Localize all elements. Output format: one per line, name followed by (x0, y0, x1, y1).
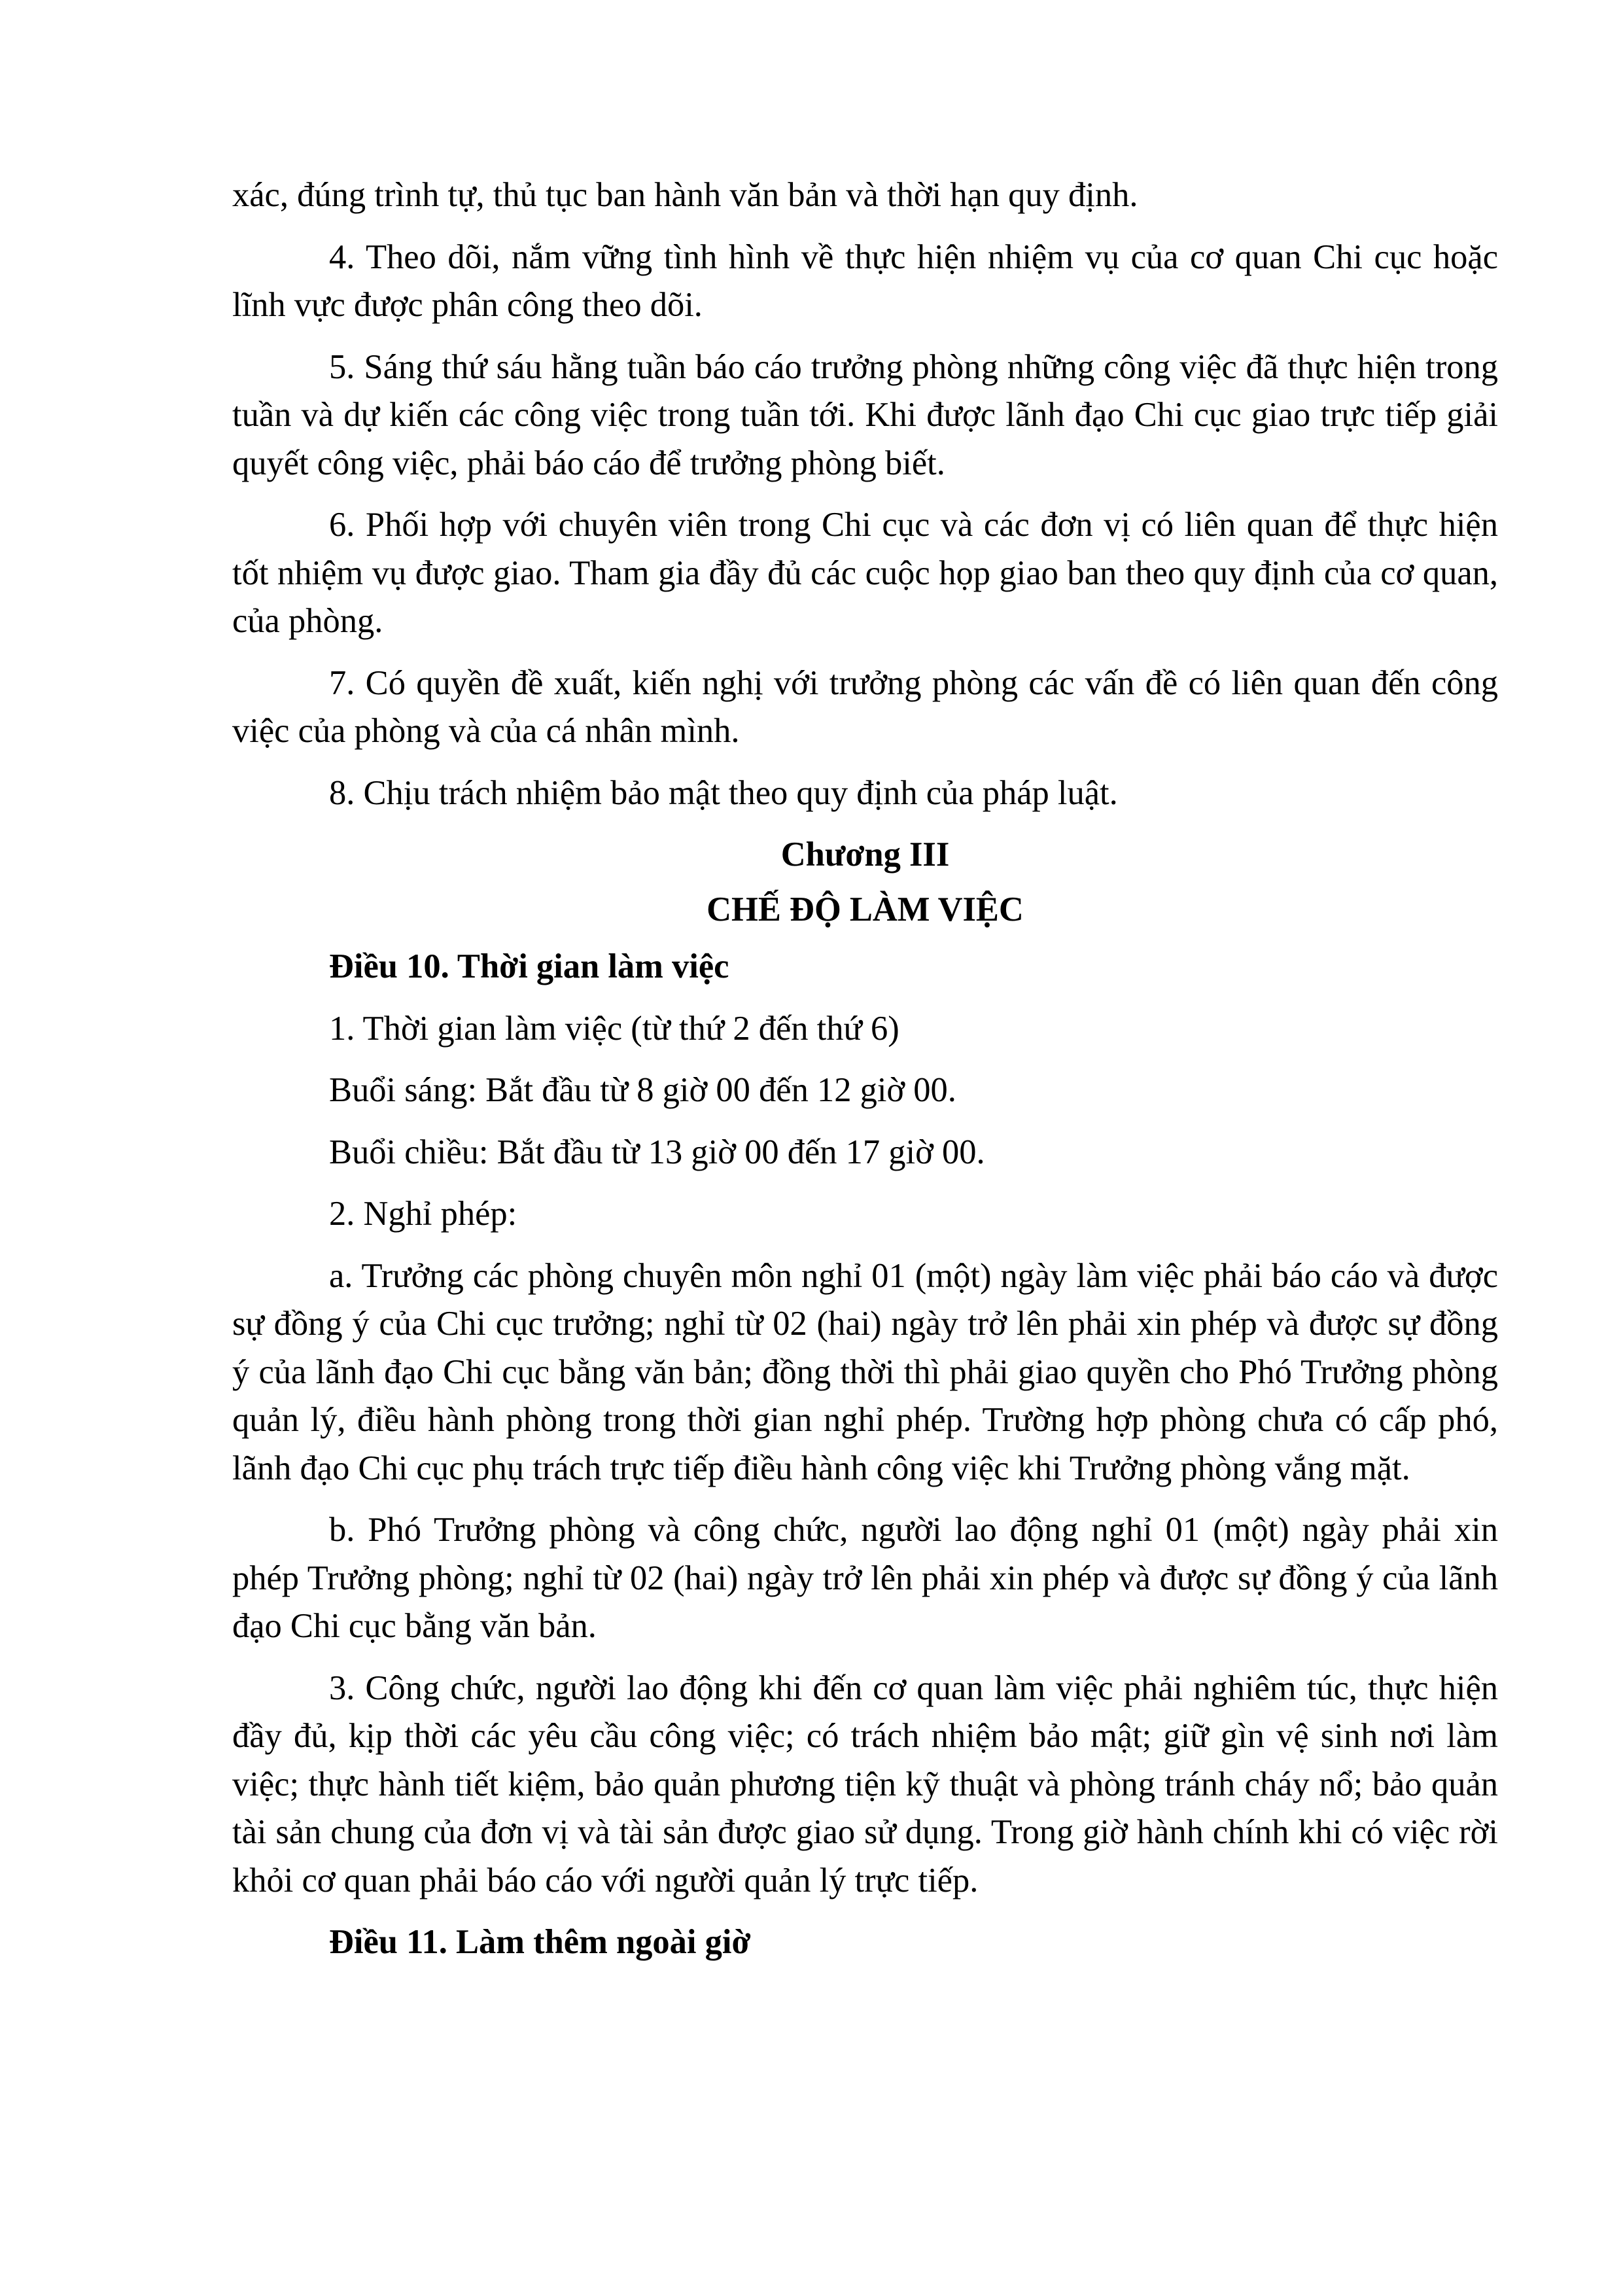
article-10-item-2b: b. Phó Trưởng phòng và công chức, người lao động nghỉ 01 (một) ngày phải xin phép Trưởng phòng; nghỉ từ 02 (hai) ngày trở lên phải xin phép và được sự đồng ý của lãnh đạo Chi cục bằng văn bản. (232, 1511, 1498, 1645)
article-10-item-2a: a. Trưởng các phòng chuyên môn nghỉ 01 (một) ngày làm việc phải báo cáo và được sự đồng ý của Chi cục trưởng; nghỉ từ 02 (hai) ngày trở lên phải xin phép và được sự đồng ý của lãnh đạo Chi cục bằng văn bản; đồng thời thì phải giao quyền cho Phó Trưởng phòng quản lý, điều hành phòng trong thời gian nghỉ phép. Trường hợp phòng chưa có cấp phó, lãnh đạo Chi cục phụ trách trực tiếp điều hành công việc khi Trưởng phòng vắng mặt. (232, 1256, 1498, 1487)
continuation-paragraph: xác, đúng trình tự, thủ tục ban hành văn bản và thời hạn quy định. (232, 176, 1138, 214)
duty-item-6: 6. Phối hợp với chuyên viên trong Chi cục và các đơn vị có liên quan để thực hiện tốt nhiệm vụ được giao. Tham gia đầy đủ các cuộc họp giao ban theo quy định của cơ quan, của phòng. (232, 506, 1498, 640)
duty-item-7: 7. Có quyền đề xuất, kiến nghị với trưởng phòng các vấn đề có liên quan đến công việc của phòng và của cá nhân mình. (232, 663, 1498, 750)
article-10-morning-hours: Buổi sáng: Bắt đầu từ 8 giờ 00 đến 12 giờ 00. (329, 1071, 956, 1109)
article-10-item-1: 1. Thời gian làm việc (từ thứ 2 đến thứ 6) (329, 1009, 899, 1048)
article-10-item-3: 3. Công chức, người lao động khi đến cơ quan làm việc phải nghiêm túc, thực hiện đầy đủ, kịp thời các yêu cầu công việc; có trách nhiệm bảo mật; giữ gìn vệ sinh nơi làm việc; thực hành tiết kiệm, bảo quản phương tiện kỹ thuật và phòng tránh cháy nổ; bảo quản tài sản chung của đơn vị và tài sản được giao sử dụng. Trong giờ hành chính khi có việc rời khỏi cơ quan phải báo cáo với người quản lý trực tiếp. (232, 1669, 1498, 1899)
chapter-title: CHẾ ĐỘ LÀM VIỆC (707, 890, 1024, 928)
chapter-number: Chương III (780, 836, 950, 874)
article-11-heading: Điều 11. Làm thêm ngoài giờ (329, 1923, 751, 1961)
article-10-afternoon-hours: Buổi chiều: Bắt đầu từ 13 giờ 00 đến 17 giờ 00. (329, 1133, 985, 1171)
duty-item-8: 8. Chịu trách nhiệm bảo mật theo quy định của pháp luật. (329, 773, 1118, 812)
article-10-item-2: 2. Nghỉ phép: (329, 1195, 517, 1233)
duty-item-5: 5. Sáng thứ sáu hằng tuần báo cáo trưởng phòng những công việc đã thực hiện trong tuần và dự kiến các công việc trong tuần tới. Khi được lãnh đạo Chi cục giao trực tiếp giải quyết công việc, phải báo cáo để trưởng phòng biết. (232, 347, 1498, 482)
article-10-heading: Điều 10. Thời gian làm việc (329, 947, 729, 985)
document-page (232, 171, 1498, 1981)
duty-item-4: 4. Theo dõi, nắm vững tình hình về thực hiện nhiệm vụ của cơ quan Chi cục hoặc lĩnh vực được phân công theo dõi. (232, 238, 1498, 324)
